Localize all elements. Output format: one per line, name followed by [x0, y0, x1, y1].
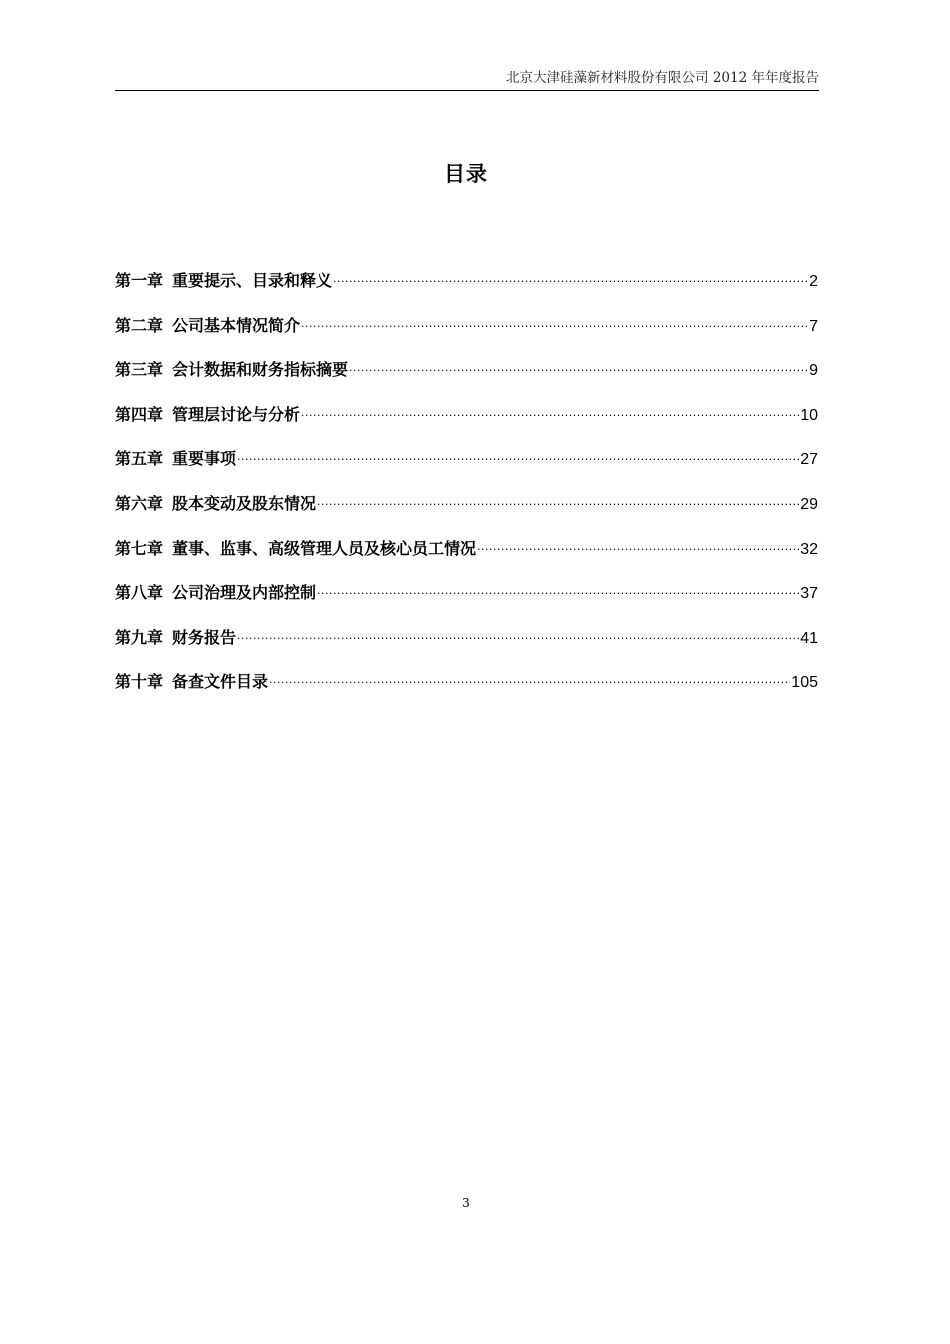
toc-dot-leader: [317, 582, 799, 598]
toc-dot-leader: [317, 493, 799, 509]
toc-page-number: 27: [800, 451, 818, 469]
toc-chapter-title: 公司治理及内部控制: [172, 583, 317, 603]
toc-dot-leader: [237, 448, 799, 464]
toc-chapter-number: 第二章: [115, 315, 164, 335]
table-of-contents: [115, 268, 818, 714]
toc-chapter-title: 管理层讨论与分析: [172, 404, 301, 424]
toc-dot-leader: [349, 359, 808, 375]
toc-page-number: 32: [800, 540, 818, 558]
toc-title: 目录: [444, 162, 488, 186]
toc-entry[interactable]: [115, 536, 818, 581]
toc-chapter-title: 董事、监事、高级管理人员及核心员工情况: [172, 538, 477, 558]
toc-page-number: 105: [791, 674, 818, 692]
toc-chapter-number: 第八章: [115, 583, 164, 603]
toc-chapter-number: 第一章: [115, 271, 164, 290]
toc-page-number: 9: [809, 362, 818, 380]
toc-page-number: 37: [800, 585, 818, 603]
toc-chapter-number: 第四章: [115, 404, 164, 424]
page-header: [115, 64, 819, 91]
toc-chapter-title: 重要提示、目录和释义: [172, 271, 333, 290]
toc-entry[interactable]: [115, 402, 818, 447]
toc-dot-leader: [333, 270, 808, 286]
toc-entry[interactable]: [115, 446, 818, 491]
toc-chapter-title: 重要事项: [172, 449, 237, 469]
toc-page-number: 10: [800, 406, 818, 424]
toc-chapter-title: 备查文件目录: [172, 672, 269, 692]
toc-entry[interactable]: [115, 357, 818, 402]
toc-page-number: 41: [800, 629, 818, 647]
toc-entry[interactable]: [115, 669, 818, 714]
toc-chapter-number: 第九章: [115, 627, 164, 647]
toc-page-number: 7: [809, 317, 818, 335]
toc-chapter-number: 第五章: [115, 449, 164, 469]
toc-chapter-title: 会计数据和财务指标摘要: [172, 360, 349, 380]
toc-entry[interactable]: [115, 491, 818, 536]
toc-chapter-title: 股本变动及股东情况: [172, 493, 317, 513]
toc-entry[interactable]: [115, 580, 818, 625]
toc-page-number: 29: [800, 495, 818, 513]
toc-chapter-number: 第六章: [115, 493, 164, 513]
toc-chapter-number: 第三章: [115, 360, 164, 380]
toc-chapter-number: 第十章: [115, 672, 164, 692]
toc-chapter-title: 财务报告: [172, 627, 237, 647]
toc-dot-leader: [237, 627, 799, 643]
toc-dot-leader: [269, 671, 790, 687]
toc-page-number: 2: [809, 273, 818, 290]
page-number: 3: [462, 1196, 470, 1210]
toc-chapter-title: 公司基本情况简介: [172, 315, 301, 335]
toc-dot-leader: [301, 315, 808, 331]
toc-dot-leader: [477, 538, 799, 554]
toc-chapter-number: 第七章: [115, 538, 164, 558]
toc-entry[interactable]: [115, 268, 818, 313]
toc-entry[interactable]: [115, 625, 818, 670]
toc-entry[interactable]: [115, 313, 818, 358]
toc-dot-leader: [301, 404, 799, 420]
header-title: 北京大津硅藻新材料股份有限公司 2012 年年度报告: [506, 70, 819, 86]
